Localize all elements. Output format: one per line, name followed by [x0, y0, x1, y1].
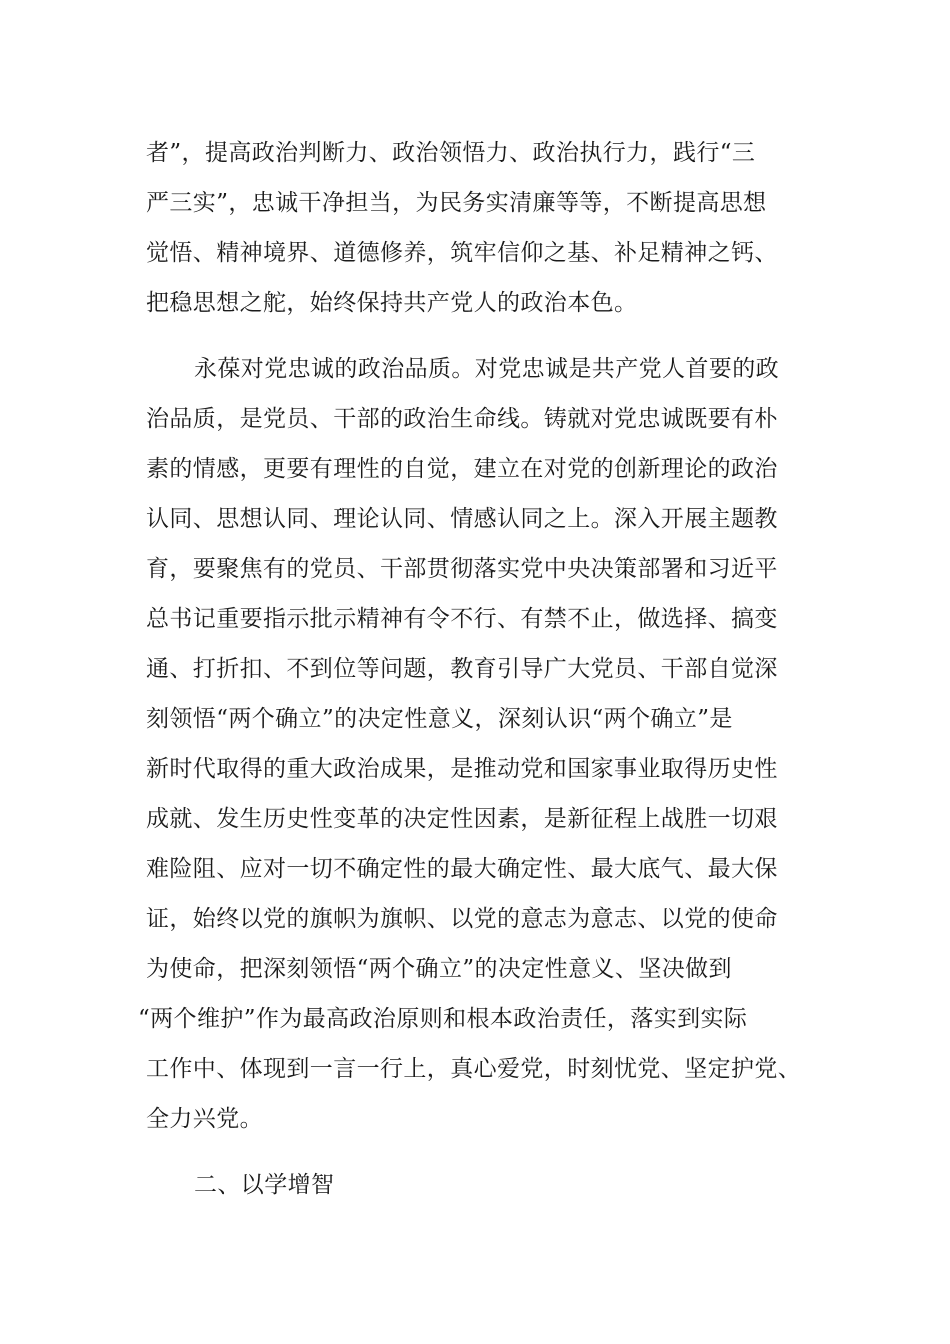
- paragraph-line: 全力兴党。: [146, 1106, 263, 1132]
- paragraph-line: 证，始终以党的旗帜为旗帜、以党的意志为意志、以党的使命: [146, 906, 778, 932]
- paragraph-line: 觉悟、精神境界、道德修养，筑牢信仰之基、补足精神之钙、: [146, 240, 778, 266]
- paragraph-line: 者”，提高政治判断力、政治领悟力、政治执行力，践行“三: [146, 140, 756, 166]
- paragraph-line: 永葆对党忠诚的政治品质。对党忠诚是共产党人首要的政: [194, 356, 779, 382]
- paragraph-line: 刻领悟“两个确立”的决定性意义，深刻认识“两个确立”是: [146, 706, 733, 732]
- paragraph-line: 总书记重要指示批示精神有令不行、有禁不止，做选择、搞变: [146, 606, 778, 632]
- paragraph-line: 素的情感，更要有理性的自觉，建立在对党的创新理论的政治: [146, 456, 778, 482]
- paragraph-line: 难险阻、应对一切不确定性的最大确定性、最大底气、最大保: [146, 856, 778, 882]
- paragraph-line: 为使命，把深刻领悟“两个确立”的决定性意义、坚决做到: [146, 956, 732, 982]
- paragraph-line: 成就、发生历史性变革的决定性因素，是新征程上战胜一切艰: [146, 806, 778, 832]
- paragraph-line: 治品质，是党员、干部的政治生命线。铸就对党忠诚既要有朴: [146, 406, 778, 432]
- paragraph-line: “两个维护”作为最高政治原则和根本政治责任，落实到实际: [138, 1006, 748, 1032]
- section-heading: 二、以学增智: [194, 1172, 335, 1198]
- paragraph-line: 把稳思想之舵，始终保持共产党人的政治本色。: [146, 290, 638, 316]
- paragraph-line: 新时代取得的重大政治成果，是推动党和国家事业取得历史性: [146, 756, 778, 782]
- paragraph-line: 认同、思想认同、理论认同、情感认同之上。深入开展主题教: [146, 506, 778, 532]
- paragraph-line: 严三实”，忠诚干净担当，为民务实清廉等等，不断提高思想: [146, 190, 767, 216]
- paragraph-line: 通、打折扣、不到位等问题，教育引导广大党员、干部自觉深: [146, 656, 778, 682]
- paragraph-line: 育，要聚焦有的党员、干部贯彻落实党中央决策部署和习近平: [146, 556, 778, 582]
- paragraph-line: 工作中、体现到一言一行上，真心爱党，时刻忧党、坚定护党、: [146, 1056, 802, 1082]
